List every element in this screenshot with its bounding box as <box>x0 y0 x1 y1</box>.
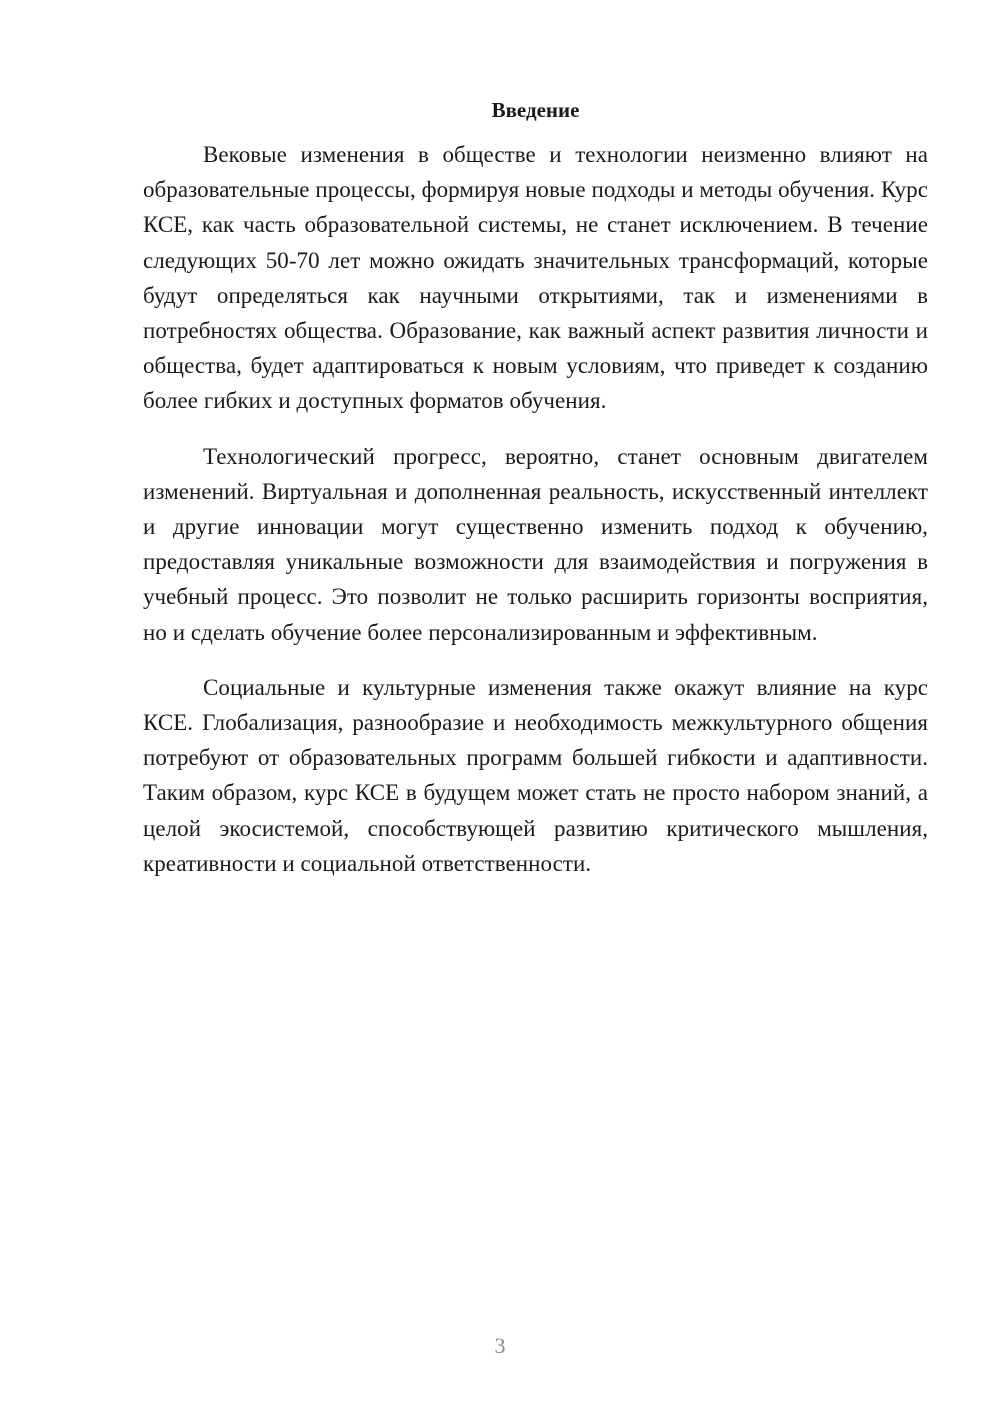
page-number: 3 <box>494 1333 506 1358</box>
paragraph-1: Вековые изменения в обществе и технологии неизменно влияют на образовательные процессы, формируя новые подходы и методы обучения. Курс КСЕ, как часть образовательной системы, не станет исключением. В течение следующих 50-70 лет можно ожидать значительных трансформаций, которые будут определяться как научными открытиями, так и изменениями в потребностях общества. Образование, как важный аспект развития личности и общества, будет адаптироваться к новым условиям, что приведет к созданию более гибких и доступных форматов обучения. <box>143 142 928 414</box>
paragraph-3: Социальные и культурные изменения также окажут влияние на курс КСЕ. Глобализация, разнообразие и необходимость межкультурного общения потребуют от образовательных программ большей гибкости и адаптивности. Таким образом, курс КСЕ в будущем может стать не просто набором знаний, а целой экосистемой, способствующей развитию критического мышления, креативности и социальной ответственности. <box>143 674 928 876</box>
section-title: Введение <box>491 98 580 122</box>
paragraph-2: Технологический прогресс, вероятно, станет основным двигателем изменений. Виртуальная и дополненная реальность, искусственный интеллект и другие инновации могут существенно изменить подход к обучению, предоставляя уникальные возможности для взаимодействия и погружения в учебный процесс. Это позволит не только расширить горизонты восприятия, но и сделать обучение более персонализированным и эффективным. <box>143 443 928 645</box>
page-content <box>143 95 928 901</box>
